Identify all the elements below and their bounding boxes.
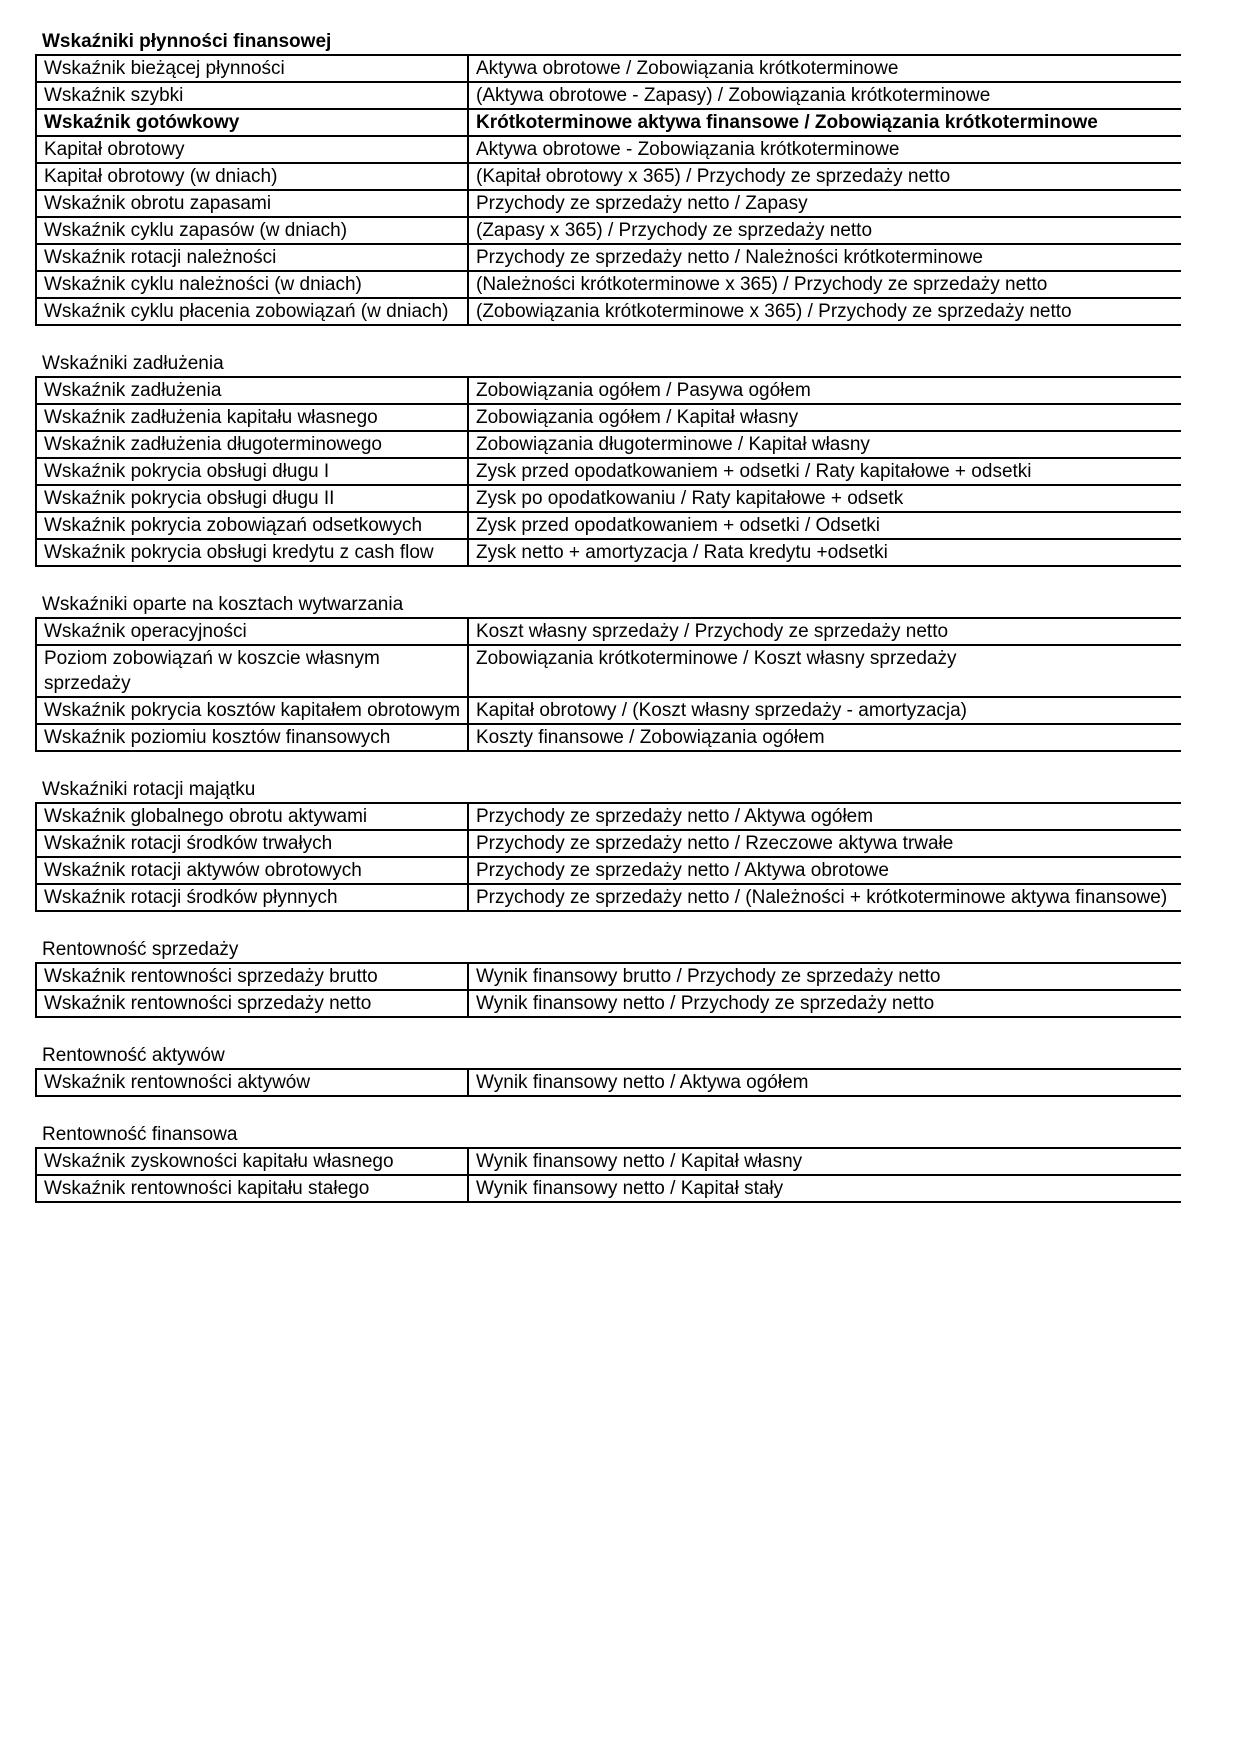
ratio-name: Wskaźnik pokrycia kosztów kapitałem obrotowym xyxy=(36,697,468,724)
table-row xyxy=(36,217,1181,244)
ratio-name: Wskaźnik rotacji aktywów obrotowych xyxy=(36,857,468,884)
section-asset-profitability xyxy=(35,1044,1180,1097)
table-row xyxy=(36,963,1181,990)
section-title: Rentowność finansowa xyxy=(42,1124,238,1145)
ratio-name: Wskaźnik zyskowności kapitału własnego xyxy=(36,1148,468,1175)
ratio-table xyxy=(35,962,1181,1018)
ratio-name: Wskaźnik rotacji środków płynnych xyxy=(36,884,468,911)
ratio-name: Wskaźnik pokrycia obsługi długu II xyxy=(36,485,468,512)
ratio-formula: Zobowiązania ogółem / Pasywa ogółem xyxy=(468,377,1181,404)
section-asset-turnover xyxy=(35,778,1180,912)
table-row xyxy=(36,431,1181,458)
ratio-table xyxy=(35,617,1181,752)
ratio-name: Wskaźnik bieżącej płynności xyxy=(36,55,468,82)
ratio-formula: Koszt własny sprzedaży / Przychody ze sprzedaży netto xyxy=(468,618,1181,645)
table-row xyxy=(36,803,1181,830)
ratio-name: Wskaźnik szybki xyxy=(36,82,468,109)
ratio-formula: (Należności krótkoterminowe x 365) / Przychody ze sprzedaży netto xyxy=(468,271,1181,298)
table-row xyxy=(36,645,1181,697)
table-row xyxy=(36,830,1181,857)
ratio-formula: Kapitał obrotowy / (Koszt własny sprzedaży - amortyzacja) xyxy=(468,697,1181,724)
ratio-formula: Zobowiązania długoterminowe / Kapitał własny xyxy=(468,431,1181,458)
ratio-table xyxy=(35,802,1181,912)
ratio-formula: Zysk przed opodatkowaniem + odsetki / Odsetki xyxy=(468,512,1181,539)
ratio-formula: Wynik finansowy brutto / Przychody ze sprzedaży netto xyxy=(468,963,1181,990)
ratio-name: Wskaźnik cyklu należności (w dniach) xyxy=(36,271,468,298)
ratio-formula: Wynik finansowy netto / Przychody ze sprzedaży netto xyxy=(468,990,1181,1017)
table-row xyxy=(36,404,1181,431)
table-row xyxy=(36,990,1181,1017)
section-title: Rentowność aktywów xyxy=(42,1045,225,1066)
ratio-name: Wskaźnik poziomiu kosztów finansowych xyxy=(36,724,468,751)
ratio-name: Wskaźnik globalnego obrotu aktywami xyxy=(36,803,468,830)
section-title: Wskaźniki płynności finansowej xyxy=(42,31,332,52)
ratio-formula: Przychody ze sprzedaży netto / Aktywa ogółem xyxy=(468,803,1181,830)
ratio-formula: Przychody ze sprzedaży netto / (Należności + krótkoterminowe aktywa finansowe) xyxy=(468,884,1181,911)
ratio-name: Kapitał obrotowy (w dniach) xyxy=(36,163,468,190)
ratio-name: Poziom zobowiązań w koszcie własnym sprzedaży xyxy=(36,645,468,697)
ratio-table xyxy=(35,376,1181,567)
ratio-formula: Zysk po opodatkowaniu / Raty kapitałowe + odsetk xyxy=(468,485,1181,512)
table-row xyxy=(36,136,1181,163)
ratio-table xyxy=(35,1147,1181,1203)
ratio-formula: Wynik finansowy netto / Kapitał stały xyxy=(468,1175,1181,1202)
section-title: Wskaźniki oparte na kosztach wytwarzania xyxy=(42,594,404,615)
ratio-name: Wskaźnik pokrycia obsługi długu I xyxy=(36,458,468,485)
ratio-name: Wskaźnik rentowności aktywów xyxy=(36,1069,468,1096)
ratio-name: Wskaźnik obrotu zapasami xyxy=(36,190,468,217)
table-row xyxy=(36,884,1181,911)
table-row xyxy=(36,618,1181,645)
ratio-name: Wskaźnik zadłużenia kapitału własnego xyxy=(36,404,468,431)
ratio-name: Wskaźnik rentowności sprzedaży netto xyxy=(36,990,468,1017)
ratio-formula: Wynik finansowy netto / Kapitał własny xyxy=(468,1148,1181,1175)
table-row xyxy=(36,1069,1181,1096)
ratio-formula: Zobowiązania krótkoterminowe / Koszt własny sprzedaży xyxy=(468,645,1181,697)
ratio-formula: Wynik finansowy netto / Aktywa ogółem xyxy=(468,1069,1181,1096)
ratio-formula: Przychody ze sprzedaży netto / Rzeczowe aktywa trwałe xyxy=(468,830,1181,857)
ratio-formula: Zysk netto + amortyzacja / Rata kredytu +odsetki xyxy=(468,539,1181,566)
table-row xyxy=(36,1148,1181,1175)
section-sales-profitability xyxy=(35,938,1180,1018)
table-row xyxy=(36,377,1181,404)
ratio-name: Wskaźnik zadłużenia długoterminowego xyxy=(36,431,468,458)
ratio-table xyxy=(35,54,1181,326)
ratio-formula: Krótkoterminowe aktywa finansowe / Zobowiązania krótkoterminowe xyxy=(468,109,1181,136)
table-row xyxy=(36,697,1181,724)
ratio-formula: Aktywa obrotowe - Zobowiązania krótkoterminowe xyxy=(468,136,1181,163)
ratio-name: Wskaźnik rentowności sprzedaży brutto xyxy=(36,963,468,990)
ratio-formula: Przychody ze sprzedaży netto / Zapasy xyxy=(468,190,1181,217)
ratio-formula: Aktywa obrotowe / Zobowiązania krótkoterminowe xyxy=(468,55,1181,82)
table-row xyxy=(36,1175,1181,1202)
table-row xyxy=(36,109,1181,136)
ratio-formula: (Zobowiązania krótkoterminowe x 365) / Przychody ze sprzedaży netto xyxy=(468,298,1181,325)
table-row xyxy=(36,539,1181,566)
ratio-name: Wskaźnik rotacji środków trwałych xyxy=(36,830,468,857)
table-row xyxy=(36,512,1181,539)
table-row xyxy=(36,163,1181,190)
section-liquidity xyxy=(35,30,1180,326)
document-page xyxy=(35,30,1180,1203)
ratio-name: Kapitał obrotowy xyxy=(36,136,468,163)
section-debt xyxy=(35,352,1180,567)
section-title: Wskaźniki zadłużenia xyxy=(42,353,224,374)
ratio-name: Wskaźnik rentowności kapitału stałego xyxy=(36,1175,468,1202)
table-row xyxy=(36,244,1181,271)
ratio-name: Wskaźnik pokrycia obsługi kredytu z cash flow xyxy=(36,539,468,566)
table-row xyxy=(36,271,1181,298)
ratio-name: Wskaźnik zadłużenia xyxy=(36,377,468,404)
table-row xyxy=(36,190,1181,217)
ratio-formula: (Aktywa obrotowe - Zapasy) / Zobowiązania krótkoterminowe xyxy=(468,82,1181,109)
ratio-name: Wskaźnik pokrycia zobowiązań odsetkowych xyxy=(36,512,468,539)
ratio-name: Wskaźnik cyklu płacenia zobowiązań (w dniach) xyxy=(36,298,468,325)
table-row xyxy=(36,724,1181,751)
ratio-name: Wskaźnik operacyjności xyxy=(36,618,468,645)
ratio-name: Wskaźnik rotacji należności xyxy=(36,244,468,271)
ratio-formula: Koszty finansowe / Zobowiązania ogółem xyxy=(468,724,1181,751)
ratio-formula: Zobowiązania ogółem / Kapitał własny xyxy=(468,404,1181,431)
ratio-formula: Przychody ze sprzedaży netto / Należności krótkoterminowe xyxy=(468,244,1181,271)
section-financial-profitability xyxy=(35,1123,1180,1203)
section-title: Rentowność sprzedaży xyxy=(42,939,239,960)
table-row xyxy=(36,458,1181,485)
table-row xyxy=(36,485,1181,512)
table-row xyxy=(36,55,1181,82)
ratio-formula: Zysk przed opodatkowaniem + odsetki / Raty kapitałowe + odsetki xyxy=(468,458,1181,485)
ratio-formula: Przychody ze sprzedaży netto / Aktywa obrotowe xyxy=(468,857,1181,884)
ratio-name: Wskaźnik gotówkowy xyxy=(36,109,468,136)
section-production-costs xyxy=(35,593,1180,752)
ratio-table xyxy=(35,1068,1181,1097)
ratio-formula: (Kapitał obrotowy x 365) / Przychody ze sprzedaży netto xyxy=(468,163,1181,190)
table-row xyxy=(36,298,1181,325)
ratio-formula: (Zapasy x 365) / Przychody ze sprzedaży netto xyxy=(468,217,1181,244)
ratio-name: Wskaźnik cyklu zapasów (w dniach) xyxy=(36,217,468,244)
section-title: Wskaźniki rotacji majątku xyxy=(42,779,256,800)
table-row xyxy=(36,857,1181,884)
table-row xyxy=(36,82,1181,109)
